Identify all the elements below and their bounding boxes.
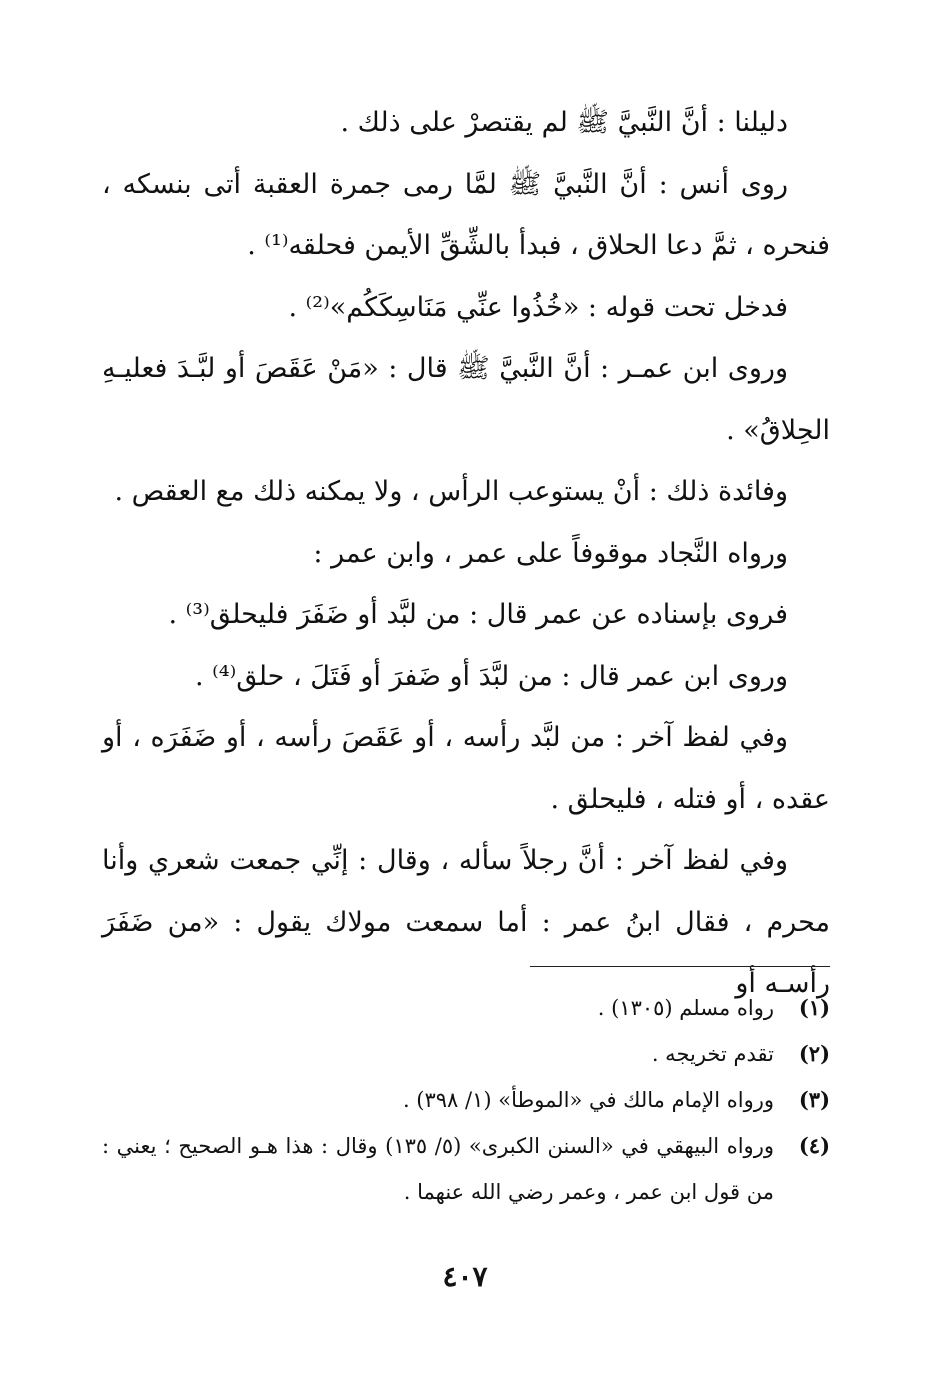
footnote-2: [102, 1031, 830, 1077]
footnote-number: (٢): [798, 1041, 830, 1066]
footnote-divider: [530, 966, 830, 967]
page-number: ٤٠٧: [442, 1260, 488, 1293]
footnote-3: [102, 1077, 830, 1123]
footnote-text: رواه مسلم (١٣٠٥) .: [597, 996, 774, 1020]
paragraph-5: وفائدة ذلك : أنْ يستوعب الرأس ، ولا يمكنه ذلك مع العقص .: [114, 476, 788, 507]
paragraph-9: وفي لفظ آخر : من لبَّد رأسه ، أو عَقَصَ رأسه ، أو ضَفَرَه ، أو عقده ، أو فتله ، فليحلق .: [102, 722, 830, 815]
footnote-4: [102, 1123, 830, 1215]
footnote-number: (١): [798, 995, 830, 1020]
paragraph-6: ورواه النَّجاد موقوفاً على عمر ، وابن عمر :: [313, 537, 788, 569]
footnote-text: تقدم تخريجه .: [651, 1042, 774, 1066]
footnote-number: (٤): [798, 1133, 830, 1158]
paragraph-2: روى أنس : أنَّ النَّبيَّ ﷺ لمَّا رمى جمرة العقبة أتى بنسكه ، فنحره ، ثمَّ دعا الحلاق ، فبدأ بالشِّقِّ الأيمن فحلقه⁽¹⁾ .: [102, 168, 830, 261]
main-text: [102, 92, 830, 1015]
paragraph-8: وروى ابن عمر قال : من لبَّدَ أو ضَفرَ أو فَتَلَ ، حلق⁽⁴⁾ .: [194, 660, 788, 692]
paragraph-4: وروى ابن عمـر : أنَّ النَّبيَّ ﷺ قال : «مَنْ عَقَصَ أو لبَّـدَ فعليـهِ الحِلاقُ» .: [102, 353, 830, 446]
footnote-text: ورواه البيهقي في «السنن الكبرى» (٥/ ١٣٥) وقال : هذا هـو الصحيح ؛ يعني : من قول ابن عمر ، وعمر رضي الله عنهما .: [102, 1134, 774, 1204]
paragraph-1: دليلنا : أنَّ النَّبيَّ ﷺ لم يقتصرْ على ذلك .: [340, 107, 788, 138]
footnote-number: (٣): [798, 1087, 830, 1112]
footnotes: [102, 985, 830, 1215]
paragraph-3: فدخل تحت قوله : «خُذُوا عنِّي مَنَاسِكَكُم»⁽²⁾ .: [288, 291, 788, 323]
footnote-1: [102, 985, 830, 1031]
paragraph-7: فروى بإسناده عن عمر قال : من لبَّد أو ضَفَرَ فليحلق⁽³⁾ .: [168, 599, 788, 630]
paragraph-10: وفي لفظ آخر : أنَّ رجلاً سأله ، وقال : إنِّي جمعت شعري وأنا محرم ، فقال ابنُ عمر : أما سمعت مولاك يقول : «من ضَفَرَ رأسـه أو: [102, 845, 830, 999]
footnote-text: ورواه الإمام مالك في «الموطأ» (١/ ٣٩٨) .: [402, 1088, 774, 1112]
